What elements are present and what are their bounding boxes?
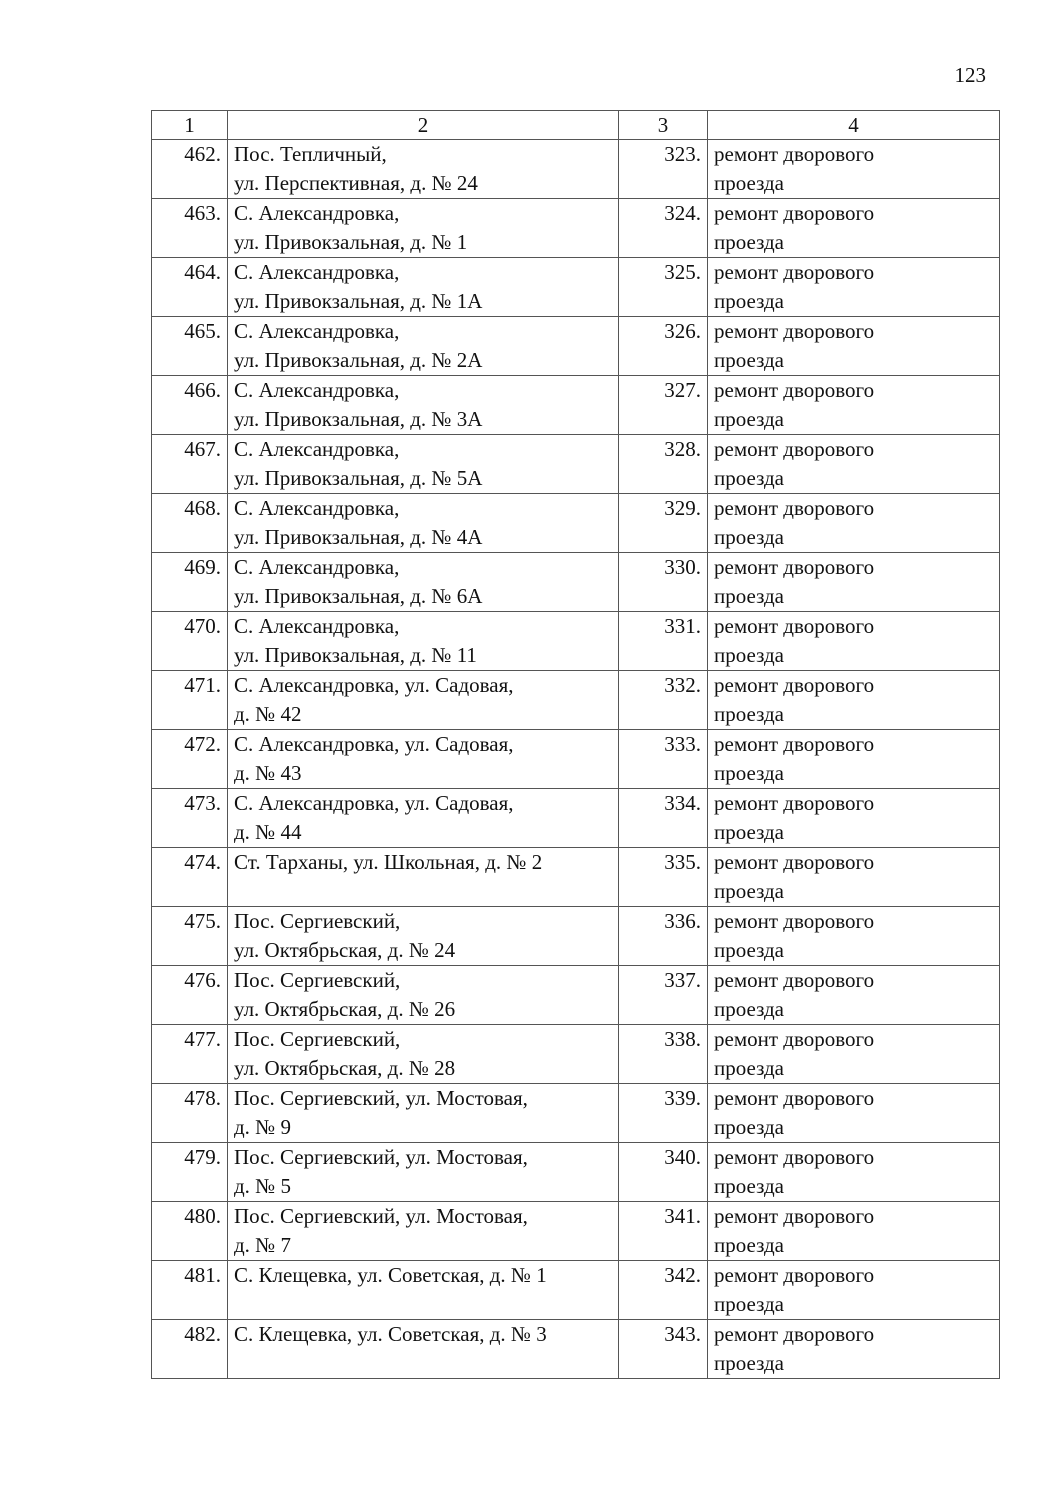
table-row — [152, 317, 1000, 376]
work-type-cell: ремонт дворового проезда — [708, 907, 1000, 966]
work-type-cell: ремонт дворового проезда — [708, 1320, 1000, 1379]
table-row — [152, 671, 1000, 730]
work-type-cell: ремонт дворового проезда — [708, 789, 1000, 848]
table-row — [152, 1025, 1000, 1084]
column-header-3: 3 — [619, 111, 708, 140]
table-row — [152, 789, 1000, 848]
table-row — [152, 435, 1000, 494]
object-number: 325. — [619, 258, 708, 317]
work-type-cell: ремонт дворового проезда — [708, 1084, 1000, 1143]
object-number: 340. — [619, 1143, 708, 1202]
work-type-cell: ремонт дворового проезда — [708, 1261, 1000, 1320]
address-cell: С. Александровка, ул. Садовая, д. № 42 — [228, 671, 619, 730]
object-number: 327. — [619, 376, 708, 435]
object-number: 343. — [619, 1320, 708, 1379]
work-type-cell: ремонт дворового проезда — [708, 1025, 1000, 1084]
row-number: 482. — [152, 1320, 228, 1379]
column-header-4: 4 — [708, 111, 1000, 140]
row-number: 471. — [152, 671, 228, 730]
table-body — [152, 140, 1000, 1379]
row-number: 475. — [152, 907, 228, 966]
object-number: 331. — [619, 612, 708, 671]
address-cell: Пос. Сергиевский, ул. Мостовая, д. № 7 — [228, 1202, 619, 1261]
object-number: 323. — [619, 140, 708, 199]
work-type-cell: ремонт дворового проезда — [708, 376, 1000, 435]
row-number: 477. — [152, 1025, 228, 1084]
object-number: 339. — [619, 1084, 708, 1143]
work-type-cell: ремонт дворового проезда — [708, 848, 1000, 907]
address-cell: Ст. Тарханы, ул. Школьная, д. № 2 — [228, 848, 619, 907]
row-number: 465. — [152, 317, 228, 376]
object-number: 341. — [619, 1202, 708, 1261]
table-row — [152, 730, 1000, 789]
table-row — [152, 966, 1000, 1025]
row-number: 463. — [152, 199, 228, 258]
work-type-cell: ремонт дворового проезда — [708, 494, 1000, 553]
table-row — [152, 848, 1000, 907]
table-row — [152, 199, 1000, 258]
address-cell: С. Александровка, ул. Привокзальная, д. № 1А — [228, 258, 619, 317]
work-type-cell: ремонт дворового проезда — [708, 730, 1000, 789]
object-number: 334. — [619, 789, 708, 848]
address-cell: С. Александровка, ул. Привокзальная, д. № 5А — [228, 435, 619, 494]
table-row — [152, 258, 1000, 317]
row-number: 480. — [152, 1202, 228, 1261]
address-cell: Пос. Тепличный, ул. Перспективная, д. № 24 — [228, 140, 619, 199]
table-row — [152, 1084, 1000, 1143]
work-type-cell: ремонт дворового проезда — [708, 671, 1000, 730]
table-row — [152, 494, 1000, 553]
row-number: 466. — [152, 376, 228, 435]
table-row — [152, 1261, 1000, 1320]
work-type-cell: ремонт дворового проезда — [708, 317, 1000, 376]
object-number: 336. — [619, 907, 708, 966]
address-cell: Пос. Сергиевский, ул. Октябрьская, д. № 28 — [228, 1025, 619, 1084]
object-number: 342. — [619, 1261, 708, 1320]
address-cell: С. Александровка, ул. Привокзальная, д. № 6А — [228, 553, 619, 612]
row-number: 481. — [152, 1261, 228, 1320]
table-header — [152, 111, 1000, 140]
row-number: 479. — [152, 1143, 228, 1202]
address-cell: Пос. Сергиевский, ул. Октябрьская, д. № 24 — [228, 907, 619, 966]
work-type-cell: ремонт дворового проезда — [708, 612, 1000, 671]
table-row — [152, 553, 1000, 612]
work-type-cell: ремонт дворового проезда — [708, 435, 1000, 494]
address-table — [151, 110, 1000, 1379]
table-row — [152, 1143, 1000, 1202]
work-type-cell: ремонт дворового проезда — [708, 1143, 1000, 1202]
column-header-1: 1 — [152, 111, 228, 140]
row-number: 478. — [152, 1084, 228, 1143]
address-cell: Пос. Сергиевский, ул. Октябрьская, д. № 26 — [228, 966, 619, 1025]
row-number: 473. — [152, 789, 228, 848]
row-number: 474. — [152, 848, 228, 907]
work-type-cell: ремонт дворового проезда — [708, 258, 1000, 317]
row-number: 467. — [152, 435, 228, 494]
page-number: 123 — [954, 63, 986, 87]
table-row — [152, 612, 1000, 671]
row-number: 468. — [152, 494, 228, 553]
object-number: 324. — [619, 199, 708, 258]
object-number: 338. — [619, 1025, 708, 1084]
row-number: 476. — [152, 966, 228, 1025]
address-cell: С. Александровка, ул. Садовая, д. № 43 — [228, 730, 619, 789]
table-row — [152, 376, 1000, 435]
address-cell: Пос. Сергиевский, ул. Мостовая, д. № 9 — [228, 1084, 619, 1143]
address-cell: С. Клещевка, ул. Советская, д. № 1 — [228, 1261, 619, 1320]
work-type-cell: ремонт дворового проезда — [708, 199, 1000, 258]
address-cell: С. Александровка, ул. Привокзальная, д. № 11 — [228, 612, 619, 671]
address-cell: С. Клещевка, ул. Советская, д. № 3 — [228, 1320, 619, 1379]
row-number: 462. — [152, 140, 228, 199]
address-cell: С. Александровка, ул. Привокзальная, д. № 2А — [228, 317, 619, 376]
work-type-cell: ремонт дворового проезда — [708, 1202, 1000, 1261]
header-row — [152, 111, 1000, 140]
object-number: 333. — [619, 730, 708, 789]
address-cell: Пос. Сергиевский, ул. Мостовая, д. № 5 — [228, 1143, 619, 1202]
row-number: 464. — [152, 258, 228, 317]
column-header-2: 2 — [228, 111, 619, 140]
table-row — [152, 140, 1000, 199]
object-number: 329. — [619, 494, 708, 553]
work-type-cell: ремонт дворового проезда — [708, 966, 1000, 1025]
object-number: 328. — [619, 435, 708, 494]
object-number: 335. — [619, 848, 708, 907]
object-number: 332. — [619, 671, 708, 730]
row-number: 472. — [152, 730, 228, 789]
table-row — [152, 1202, 1000, 1261]
work-type-cell: ремонт дворового проезда — [708, 553, 1000, 612]
table-row — [152, 907, 1000, 966]
row-number: 470. — [152, 612, 228, 671]
object-number: 330. — [619, 553, 708, 612]
table-row — [152, 1320, 1000, 1379]
row-number: 469. — [152, 553, 228, 612]
address-cell: С. Александровка, ул. Привокзальная, д. № 3А — [228, 376, 619, 435]
object-number: 337. — [619, 966, 708, 1025]
object-number: 326. — [619, 317, 708, 376]
address-cell: С. Александровка, ул. Привокзальная, д. № 1 — [228, 199, 619, 258]
work-type-cell: ремонт дворового проезда — [708, 140, 1000, 199]
address-cell: С. Александровка, ул. Привокзальная, д. № 4А — [228, 494, 619, 553]
address-cell: С. Александровка, ул. Садовая, д. № 44 — [228, 789, 619, 848]
